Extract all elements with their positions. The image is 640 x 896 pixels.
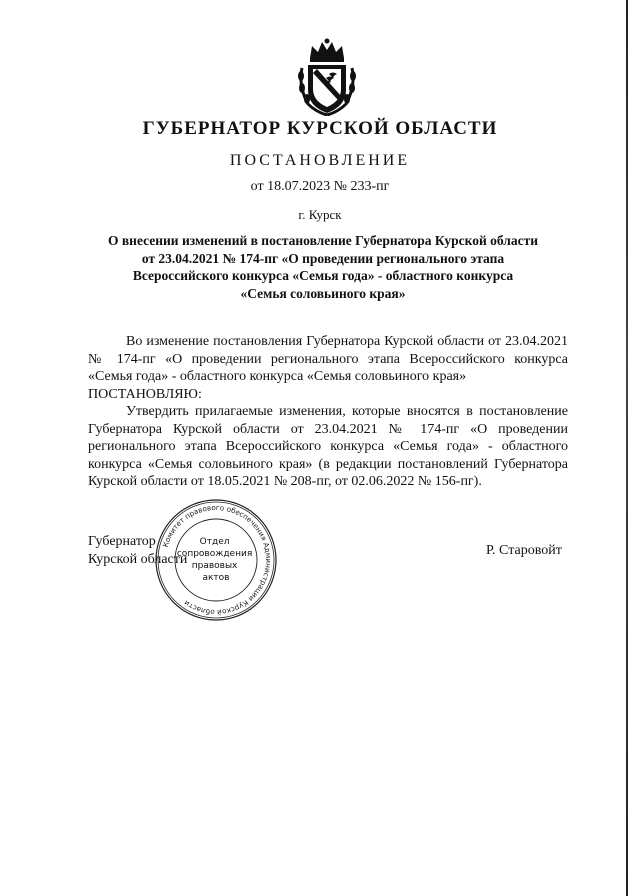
document-date-number: от 18.07.2023 № 233-пг — [250, 179, 390, 194]
body-paragraph: Утвердить прилагаемые изменения, которые вносятся в постановление Губернатора Курской области от 23.04.2021 № 174-пг «О проведении регионального этапа Всероссийского конкурса «Семья года» - областного конкурса «Семья соловьиного края» (в редакции постановлений Губернатора Курской области от 18.05.2021 № 208-пг, от 02.06.2022 № 156-пг). — [88, 404, 568, 489]
stamp-ring-text: Комитет правового обеспечения Администрации Курской области — [160, 502, 274, 618]
organization-heading: ГУБЕРНАТОР КУРСКОЙ ОБЛАСТИ — [142, 118, 498, 139]
title-line: О внесении изменений в постановление Губернатора Курской области — [108, 233, 538, 248]
coat-of-arms-icon — [296, 38, 358, 116]
title-line: «Семья соловьиного края» — [240, 285, 406, 301]
signatory-position-line: Курской области — [88, 551, 188, 567]
document-title — [88, 232, 558, 302]
resolve-word: ПОСТАНОВЛЯЮ: — [88, 386, 202, 402]
stamp-center-line: сопровождения — [176, 549, 253, 559]
stamp-center-line: актов — [202, 573, 230, 583]
document-city: г. Курск — [298, 207, 342, 222]
svg-text:Отдел сопровождения — [177, 537, 255, 583]
title-line: Всероссийского конкурса «Семья года» - областного конкурса — [132, 268, 514, 283]
document-type: ПОСТАНОВЛЕНИЕ — [229, 152, 411, 169]
signatory-position-line: Губернатор — [88, 534, 156, 549]
stamp-center-line: правовых — [191, 561, 238, 571]
signatory-name: Р. Старовойт — [486, 543, 562, 558]
stamp-center-line: Отдел — [199, 537, 230, 547]
document-body — [88, 333, 568, 491]
body-paragraph: Во изменение постановления Губернатора Курской области от 23.04.2021 № 174-пг «О проведении регионального этапа Всероссийского конкурса «Семья года» - областного конкурса «Семья соловьиного края» — [88, 334, 568, 384]
signatory-position — [88, 533, 187, 568]
title-line: от 23.04.2021 № 174-пг «О проведении регионального этапа — [141, 250, 505, 266]
